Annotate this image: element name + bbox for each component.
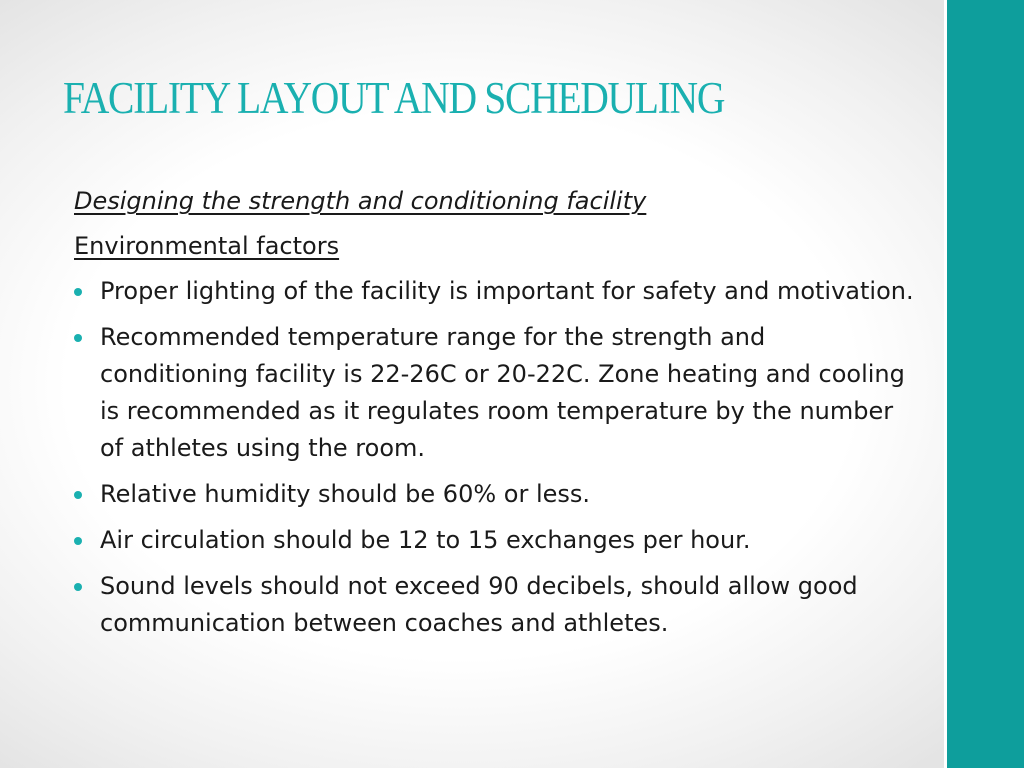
subheading-environmental: Environmental factors [74, 232, 340, 260]
slide-title: FACILITY LAYOUT AND SCHEDULING [63, 73, 725, 123]
list-item [74, 476, 914, 513]
bullet-dot-icon [74, 583, 82, 591]
list-item [74, 568, 914, 642]
list-item [74, 273, 914, 310]
bullet-dot-icon [74, 288, 82, 296]
subheading-designing: Designing the strength and conditioning facility [74, 187, 647, 215]
bullet-dot-icon [74, 334, 82, 342]
bullet-text: Recommended temperature range for the strength and conditioning facility is 22-26C or 20-22C. Zone heating and cooling is recommended as it regulates room temperature by the number of athletes using the room. [100, 323, 905, 462]
list-item [74, 319, 914, 467]
bullet-list [74, 273, 914, 642]
bullet-text: Air circulation should be 12 to 15 exchanges per hour. [100, 526, 751, 554]
bullet-text: Relative humidity should be 60% or less. [100, 480, 591, 508]
slide-body [74, 183, 914, 651]
list-item [74, 522, 914, 559]
bullet-text: Sound levels should not exceed 90 decibels, should allow good communication between coaches and athletes. [100, 572, 858, 637]
accent-sidebar [947, 0, 1024, 768]
bullet-dot-icon [74, 491, 82, 499]
bullet-dot-icon [74, 537, 82, 545]
bullet-text: Proper lighting of the facility is important for safety and motivation. [100, 277, 914, 305]
